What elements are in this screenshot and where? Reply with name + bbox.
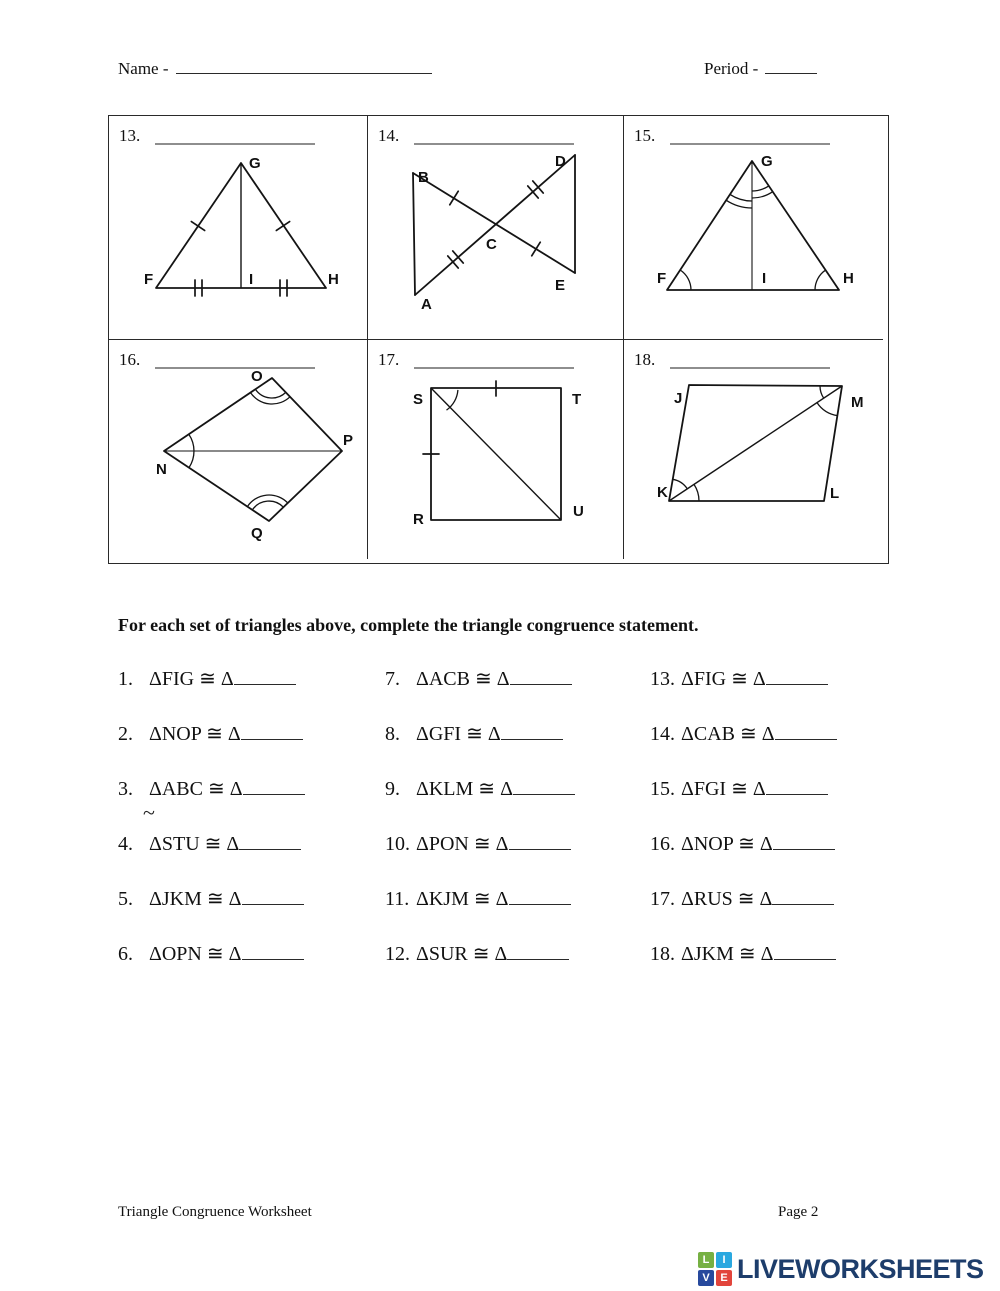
statement-number: 6. [118, 943, 133, 965]
statement-body: ΔKJM ≅ Δ [416, 888, 509, 910]
liveworksheets-tiles-icon [698, 1252, 732, 1286]
answer-blank[interactable] [774, 946, 836, 960]
vertex-label: P [343, 432, 354, 449]
vertex-label: E [555, 277, 566, 294]
statement-body: ΔNOP ≅ Δ [681, 833, 773, 855]
triangle-outline [667, 161, 839, 290]
answer-blank[interactable] [766, 671, 828, 685]
congruence-statement [118, 666, 373, 721]
statement-number: 14. [650, 723, 675, 745]
statements-column-1 [118, 666, 373, 996]
angle-arc [815, 270, 826, 290]
figure-17-diagram [368, 340, 624, 559]
vertex-label: A [421, 296, 432, 313]
diagonal-KM [669, 386, 842, 501]
statement-number: 11. [385, 888, 410, 910]
angle-arc [694, 484, 699, 501]
name-label: Name - [118, 59, 169, 78]
congruence-statement [650, 886, 905, 941]
figure-15-diagram [624, 116, 883, 340]
figure-number: 15. [634, 126, 656, 145]
statement-number: 15. [650, 778, 675, 800]
statement-body: ΔACB ≅ Δ [416, 668, 510, 690]
angle-arc [447, 390, 458, 410]
statement-body: ΔSUR ≅ Δ [416, 943, 508, 965]
statement-number: 7. [385, 668, 400, 690]
statement-number: 2. [118, 723, 133, 745]
congruence-statement [385, 666, 640, 721]
answer-blank[interactable] [509, 891, 571, 905]
statement-number: 10. [385, 833, 410, 855]
statement-body: ΔSTU ≅ Δ [149, 833, 240, 855]
answer-blank[interactable] [509, 836, 571, 850]
statement-number: 18. [650, 943, 675, 965]
figure-number: 18. [634, 350, 656, 369]
period-input-line[interactable] [765, 58, 817, 74]
tick-mark [450, 191, 458, 205]
statement-number: 5. [118, 888, 133, 910]
vertex-label: I [762, 270, 767, 287]
vertex-label: J [674, 390, 683, 407]
kite-outline [164, 378, 342, 521]
congruence-statement [650, 666, 905, 721]
vertex-label: R [413, 511, 424, 528]
diagonal-SU [431, 388, 561, 520]
statement-number: 16. [650, 833, 675, 855]
statement-number: 9. [385, 778, 400, 800]
statement-number: 12. [385, 943, 410, 965]
statement-body: ΔJKM ≅ Δ [681, 943, 774, 965]
answer-blank[interactable] [513, 781, 575, 795]
congruence-statement [385, 721, 640, 776]
figure-15-cell [624, 116, 883, 340]
figure-number: 14. [378, 126, 400, 145]
statement-body: ΔJKM ≅ Δ [149, 888, 242, 910]
figure-18-cell [624, 340, 883, 559]
side-BA [413, 173, 415, 295]
angle-arc [817, 403, 837, 416]
figure-16-diagram [109, 340, 368, 559]
vertex-label: H [843, 270, 854, 287]
vertex-label: F [657, 270, 667, 287]
answer-blank[interactable] [501, 726, 563, 740]
statement-body: ΔABC ≅ Δ [149, 778, 243, 800]
congruence-statement [650, 721, 905, 776]
statement-body: ΔKLM ≅ Δ [416, 778, 513, 800]
figure-14-diagram [368, 116, 624, 340]
period-field-row [704, 58, 817, 79]
answer-blank[interactable] [242, 946, 304, 960]
vertex-label: N [156, 461, 167, 478]
angle-arc [255, 389, 285, 398]
figure-14-cell [368, 116, 624, 340]
vertex-label: I [249, 271, 254, 288]
answer-blank[interactable] [234, 671, 296, 685]
figure-13-diagram [109, 116, 368, 340]
angle-arc [752, 192, 773, 198]
logo-tile-v: V [698, 1270, 714, 1286]
answer-blank[interactable] [241, 726, 303, 740]
angle-arc [673, 479, 688, 489]
congruence-statement [118, 721, 373, 776]
segment-AD [415, 155, 575, 295]
vertex-label: Q [251, 525, 263, 542]
vertex-label: H [328, 271, 339, 288]
figure-number: 17. [378, 350, 400, 369]
logo-tile-e: E [716, 1270, 732, 1286]
answer-blank[interactable] [239, 836, 301, 850]
vertex-label: C [486, 236, 497, 253]
angle-arc [752, 186, 769, 191]
answer-blank[interactable] [243, 781, 305, 795]
statements-column-3 [650, 666, 905, 996]
statement-body: ΔOPN ≅ Δ [149, 943, 242, 965]
statement-body: ΔFIG ≅ Δ [681, 668, 766, 690]
answer-blank[interactable] [510, 671, 572, 685]
congruence-statement [650, 831, 905, 886]
answer-blank[interactable] [772, 891, 834, 905]
footer-title: Triangle Congruence Worksheet [118, 1204, 312, 1220]
answer-blank[interactable] [766, 781, 828, 795]
congruence-statement [650, 776, 905, 831]
angle-arc [252, 501, 283, 510]
statement-body: ΔFGI ≅ Δ [681, 778, 766, 800]
vertex-label: G [761, 153, 773, 170]
name-input-line[interactable] [176, 58, 432, 74]
congruence-statement [118, 886, 373, 941]
congruence-statement [385, 831, 640, 886]
statement-number: 1. [118, 668, 133, 690]
vertex-label: S [413, 391, 424, 408]
congruence-statement [118, 831, 373, 886]
logo-tile-l: L [698, 1252, 714, 1268]
congruence-statement [118, 941, 373, 996]
statement-body: ΔPON ≅ Δ [416, 833, 509, 855]
congruence-statement [118, 776, 373, 831]
stray-pen-mark: ~ [143, 800, 155, 825]
statement-body: ΔGFI ≅ Δ [416, 723, 501, 745]
period-label: Period - [704, 59, 759, 78]
answer-blank[interactable] [773, 836, 835, 850]
statement-number: 4. [118, 833, 133, 855]
figure-16-cell [109, 340, 368, 559]
name-field-row [118, 58, 432, 79]
vertex-label: G [249, 155, 261, 172]
statements-column-2 [385, 666, 640, 996]
figure-number: 13. [119, 126, 141, 145]
instruction-text: For each set of triangles above, complete the triangle congruence statement. [118, 615, 699, 635]
angle-arc [820, 386, 824, 398]
congruence-statement [650, 941, 905, 996]
liveworksheets-logo[interactable] [698, 1252, 984, 1286]
vertex-label: U [573, 503, 584, 520]
figure-18-diagram [624, 340, 883, 559]
vertex-label: K [657, 484, 668, 501]
statement-body: ΔNOP ≅ Δ [149, 723, 241, 745]
statement-body: ΔFIG ≅ Δ [149, 668, 234, 690]
vertex-label: T [572, 391, 582, 408]
tick-mark [276, 222, 289, 231]
figure-number: 16. [119, 350, 141, 369]
vertex-label: B [418, 169, 429, 186]
statement-number: 8. [385, 723, 400, 745]
angle-arc [680, 270, 691, 290]
vertex-label: L [830, 485, 840, 502]
vertex-label: M [851, 394, 864, 411]
statement-number: 13. [650, 668, 675, 690]
footer-page-number: Page 2 [778, 1204, 819, 1220]
segment-BE [413, 173, 575, 273]
figure-grid [108, 115, 889, 564]
answer-blank[interactable] [242, 891, 304, 905]
tick-mark [532, 242, 540, 256]
answer-blank[interactable] [507, 946, 569, 960]
logo-wordmark: LIVEWORKSHEETS [737, 1253, 984, 1284]
figure-13-cell [109, 116, 368, 340]
angle-arc [730, 194, 752, 201]
vertex-label: F [144, 271, 154, 288]
vertex-label: D [555, 153, 566, 170]
logo-tile-i: I [716, 1252, 732, 1268]
statement-body: ΔCAB ≅ Δ [681, 723, 775, 745]
statement-number: 3. [118, 778, 133, 800]
figure-17-cell [368, 340, 624, 559]
statement-number: 17. [650, 888, 675, 910]
answer-blank[interactable] [775, 726, 837, 740]
statement-body: ΔRUS ≅ Δ [681, 888, 773, 910]
congruence-statement [385, 886, 640, 941]
congruence-statement [385, 941, 640, 996]
vertex-label: O [251, 368, 263, 385]
tick-mark [191, 222, 204, 231]
congruence-statement [385, 776, 640, 831]
